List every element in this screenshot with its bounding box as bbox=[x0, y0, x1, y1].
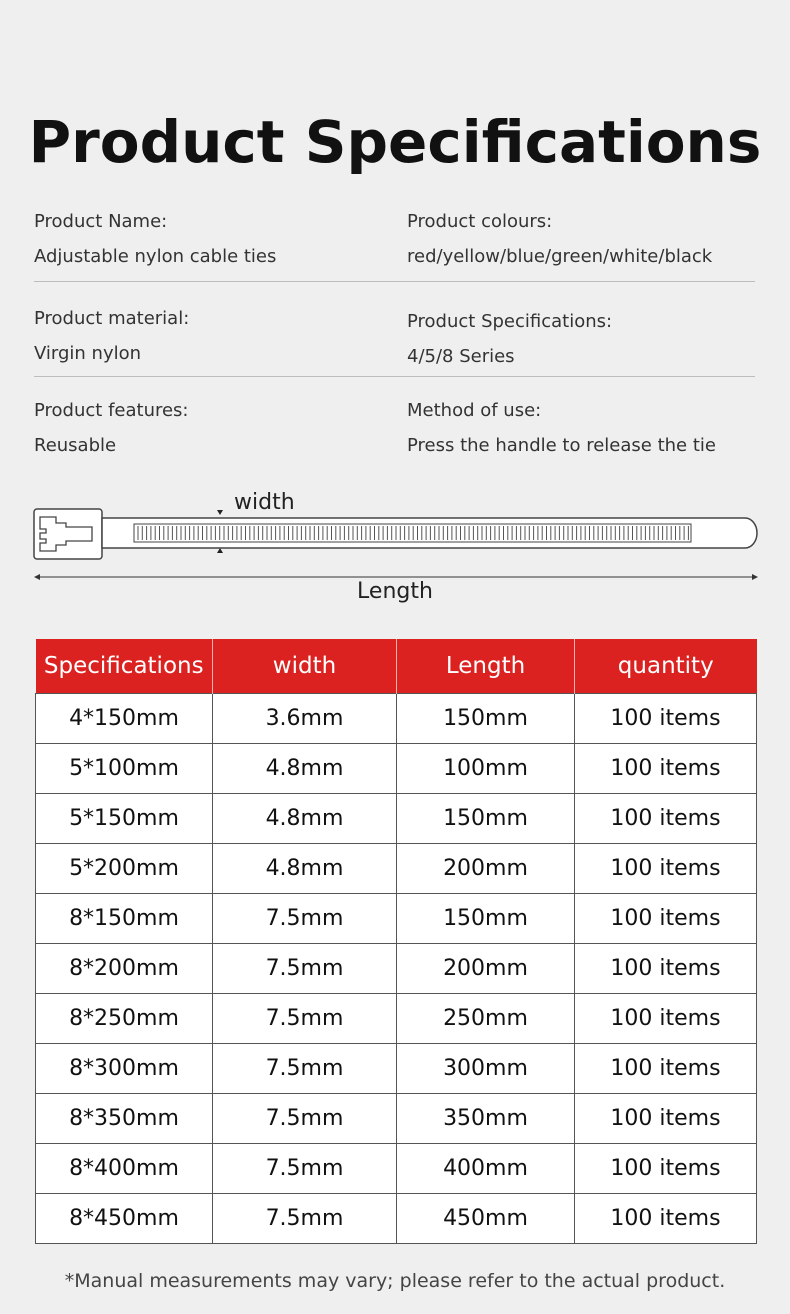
cell-width: 3.6mm bbox=[213, 694, 397, 744]
cell-specification: 8*200mm bbox=[36, 944, 213, 994]
info-value: red/yellow/blue/green/white/black bbox=[407, 246, 713, 267]
table-row bbox=[36, 944, 757, 994]
cell-quantity: 100 items bbox=[575, 744, 757, 794]
cell-quantity: 100 items bbox=[575, 994, 757, 1044]
cell-quantity: 100 items bbox=[575, 844, 757, 894]
info-label: Method of use: bbox=[407, 400, 542, 421]
cell-width: 7.5mm bbox=[213, 994, 397, 1044]
disclaimer-note: *Manual measurements may vary; please refer to the actual product. bbox=[64, 1270, 726, 1292]
cell-specification: 8*250mm bbox=[36, 994, 213, 1044]
length-label: Length bbox=[357, 579, 433, 604]
cell-width: 4.8mm bbox=[213, 844, 397, 894]
info-value: 4/5/8 Series bbox=[407, 346, 515, 367]
cell-specification: 8*400mm bbox=[36, 1144, 213, 1194]
cell-quantity: 100 items bbox=[575, 944, 757, 994]
cell-specification: 8*350mm bbox=[36, 1094, 213, 1144]
cell-width: 7.5mm bbox=[213, 944, 397, 994]
cell-specification: 8*300mm bbox=[36, 1044, 213, 1094]
table-row bbox=[36, 694, 757, 744]
column-header-specifications: Specifications bbox=[36, 639, 213, 694]
cell-length: 400mm bbox=[397, 1144, 575, 1194]
info-product-material bbox=[34, 308, 189, 365]
info-value: Virgin nylon bbox=[34, 343, 142, 364]
table-row bbox=[36, 1094, 757, 1144]
cell-length: 150mm bbox=[397, 794, 575, 844]
cell-length: 150mm bbox=[397, 694, 575, 744]
cell-length: 450mm bbox=[397, 1194, 575, 1244]
info-product-specifications bbox=[407, 311, 612, 368]
cell-length: 200mm bbox=[397, 944, 575, 994]
cell-length: 250mm bbox=[397, 994, 575, 1044]
cell-width: 7.5mm bbox=[213, 1144, 397, 1194]
info-product-features bbox=[34, 400, 189, 457]
cell-quantity: 100 items bbox=[575, 1194, 757, 1244]
table-header-row bbox=[36, 639, 757, 694]
info-value: Reusable bbox=[34, 435, 117, 456]
cell-quantity: 100 items bbox=[575, 1044, 757, 1094]
info-label: Product features: bbox=[34, 400, 189, 421]
info-label: Product colours: bbox=[407, 211, 553, 232]
cell-width: 4.8mm bbox=[213, 744, 397, 794]
cell-width: 4.8mm bbox=[213, 794, 397, 844]
info-product-name bbox=[34, 211, 276, 268]
divider bbox=[34, 281, 755, 282]
table-row bbox=[36, 1044, 757, 1094]
cell-width: 7.5mm bbox=[213, 1044, 397, 1094]
cell-quantity: 100 items bbox=[575, 1144, 757, 1194]
cell-specification: 4*150mm bbox=[36, 694, 213, 744]
info-label: Product material: bbox=[34, 308, 190, 329]
table-row bbox=[36, 794, 757, 844]
table-row bbox=[36, 994, 757, 1044]
cell-width: 7.5mm bbox=[213, 1094, 397, 1144]
cell-length: 100mm bbox=[397, 744, 575, 794]
table-row bbox=[36, 894, 757, 944]
info-method-of-use bbox=[407, 400, 716, 457]
table-row bbox=[36, 1194, 757, 1244]
info-label: Product Specifications: bbox=[407, 311, 613, 332]
width-label: width bbox=[234, 490, 295, 515]
column-header-width: width bbox=[213, 639, 397, 694]
info-value: Press the handle to release the tie bbox=[407, 435, 716, 456]
info-label: Product Name: bbox=[34, 211, 168, 232]
cell-specification: 8*150mm bbox=[36, 894, 213, 944]
cell-quantity: 100 items bbox=[575, 694, 757, 744]
cell-length: 150mm bbox=[397, 894, 575, 944]
column-header-quantity: quantity bbox=[575, 639, 757, 694]
cell-length: 300mm bbox=[397, 1044, 575, 1094]
spec-table bbox=[35, 639, 757, 1244]
info-value: Adjustable nylon cable ties bbox=[34, 246, 277, 267]
column-header-length: Length bbox=[397, 639, 575, 694]
table-row bbox=[36, 844, 757, 894]
divider bbox=[34, 376, 755, 377]
cable-tie-diagram bbox=[0, 485, 790, 615]
cell-width: 7.5mm bbox=[213, 894, 397, 944]
cell-length: 350mm bbox=[397, 1094, 575, 1144]
cell-specification: 5*200mm bbox=[36, 844, 213, 894]
cell-specification: 5*150mm bbox=[36, 794, 213, 844]
table-row bbox=[36, 744, 757, 794]
page-title: Product Specifications bbox=[28, 108, 762, 176]
cell-quantity: 100 items bbox=[575, 1094, 757, 1144]
cell-specification: 5*100mm bbox=[36, 744, 213, 794]
table-row bbox=[36, 1144, 757, 1194]
cell-specification: 8*450mm bbox=[36, 1194, 213, 1244]
cell-length: 200mm bbox=[397, 844, 575, 894]
cell-quantity: 100 items bbox=[575, 794, 757, 844]
info-product-colours bbox=[407, 211, 712, 268]
cell-quantity: 100 items bbox=[575, 894, 757, 944]
cell-width: 7.5mm bbox=[213, 1194, 397, 1244]
